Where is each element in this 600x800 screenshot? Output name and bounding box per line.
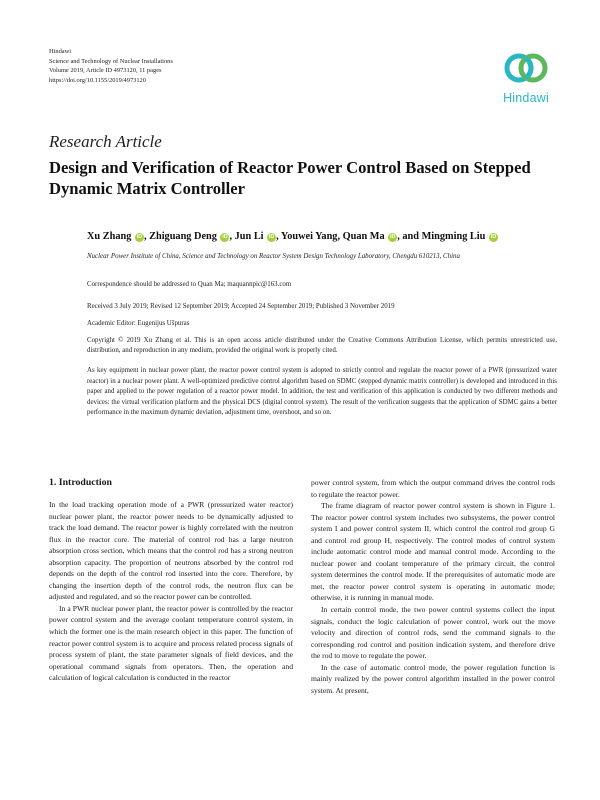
copyright-notice: Copyright © 2019 Xu Zhang et al. This is an open access article distributed under the Creative Commons Attribution License, which permits unrestricted use, distribution, and reproduction in any medium, provided the original work is properly cited. [87,337,557,355]
author-separator: , [337,231,343,242]
doi-link[interactable]: https://doi.org/10.1155/2019/4973120 [49,76,146,84]
abstract: As key equipment in nuclear power plant, the reactor power control system is adopted to strictly control and regulate the reactor power of a PWR (pressurized water reactor) in a nuclear power plant. A well-optimized predictive control algorithm based on SDMC (stepped dynamic matrix controller) is developed and introduced in this paper and applied to the power regulation of a reactor power model. In addition, the test and verification of this application is conducted by two different methods and devices: the virtual verification platform and the physical DCS (digital control system). The result of the verification suggests that the application of SDMC gains a better performance in the maximum dynamic deviation, adjustment time, overshoot, and so on. [87,367,557,417]
orcid-icon[interactable]: iD [390,234,396,240]
orcid-icon[interactable]: iD [136,234,143,240]
article-type: Research Article [49,132,162,151]
hindawi-logo-text: Hindawi [503,91,549,105]
article-title: Design and Verification of Reactor Power Control Based on Stepped Dynamic Matrix Controller [49,158,531,198]
affiliation: Nuclear Power Institute of China, Science and Technology on Reactor System Design Technology Laboratory, Chengdu 610213, China [87,253,460,260]
section-heading: 1. Introduction [49,477,112,488]
paragraph: power control system, from which the output command drives the control rods to regulate the reactor power. [311,478,555,499]
author-list [87,231,498,242]
paragraph: In the case of automatic control mode, the power regulation function is mainly realized by the power control algorithm installed in the power control system. At present, [311,662,555,695]
orcid-icon[interactable]: iD [222,234,228,240]
author-name[interactable]: Jun Li [234,231,264,242]
paragraph: The frame diagram of reactor power control system is shown in Figure 1. The reactor power control system includes two subsystems, the power control system I and power control system II, which control the control rod group G and control rod group H, respectively. The control modes of control system include automatic control mode and manual control mode. According to the nuclear power and coolant temperature of the primary circuit, the control system determines the control mode. If the prerequisites of automatic mode are met, the reactor power control system is operating in automatic mode; otherwise, it is running in manual mode. [311,501,555,603]
publication-dates: Received 3 July 2019; Revised 12 September 2019; Accepted 24 September 2019; Published 3 November 2019 [87,303,395,310]
journal-meta [49,47,173,85]
author-name[interactable]: Quan Ma [342,231,385,242]
orcid-icon[interactable]: iD [268,234,275,240]
author-separator: , [276,231,281,242]
body-column-right [311,477,555,696]
author-separator: , and [397,231,422,242]
author-name[interactable]: Zhiguang Deng [149,231,217,242]
journal-name: Science and Technology of Nuclear Installations [49,57,173,65]
orcid-icon[interactable]: iD [490,234,497,240]
paragraph: In a PWR nuclear power plant, the reactor power is controlled by the reactor power control system and the average coolant temperature control system, in which the former one is the main research object in this paper. The function of reactor power control system is to acquire and process related process signals of process system of plant, the state parameter signals of field devices, and the operational command signals from operators. Then, the operation and calculation of logical calculation is conducted in the reactor [49,603,293,683]
author-separator: , [229,231,235,242]
author-name[interactable]: Mingming Liu [421,231,486,242]
author-name[interactable]: Xu Zhang [87,231,132,242]
academic-editor: Academic Editor: Eugenijus Ušpuras [87,320,190,327]
volume-line: Volume 2019, Article ID 4973120, 11 pages [49,67,162,74]
author-name[interactable]: Youwei Yang [280,231,338,242]
publisher-name: Hindawi [49,48,72,55]
paragraph: In the load tracking operation mode of a PWR (pressurized water reactor) nuclear power plant, the reactor power needs to be dynamically adjusted to track the load demand. The reactor power is highly correlated with the neutron flux in the reactor core. The material of control rod has a large neutron absorption cross section, which means that the control rod has a strong neutron absorption capacity. The proportion of neutrons absorbed by the control rod depends on the depth of the control rod inserted into the core. Therefore, by changing the insertion depth of the control rods, the neutron flux can be adjusted and regulated, and so the reactor power can be controlled. [49,500,293,602]
author-separator: , [143,231,150,242]
paragraph: In certain control mode, the two power control systems collect the input signals, conduct the logic calculation of power control, work out the move velocity and direction of control rods, send the command signals to the corresponding rod control and position indication system, and therefore drive the rod to move to regulate the power. [311,605,555,661]
body-column-left [49,477,293,684]
correspondence: Correspondence should be addressed to Quan Ma; maquannpic@163.com [87,281,292,288]
